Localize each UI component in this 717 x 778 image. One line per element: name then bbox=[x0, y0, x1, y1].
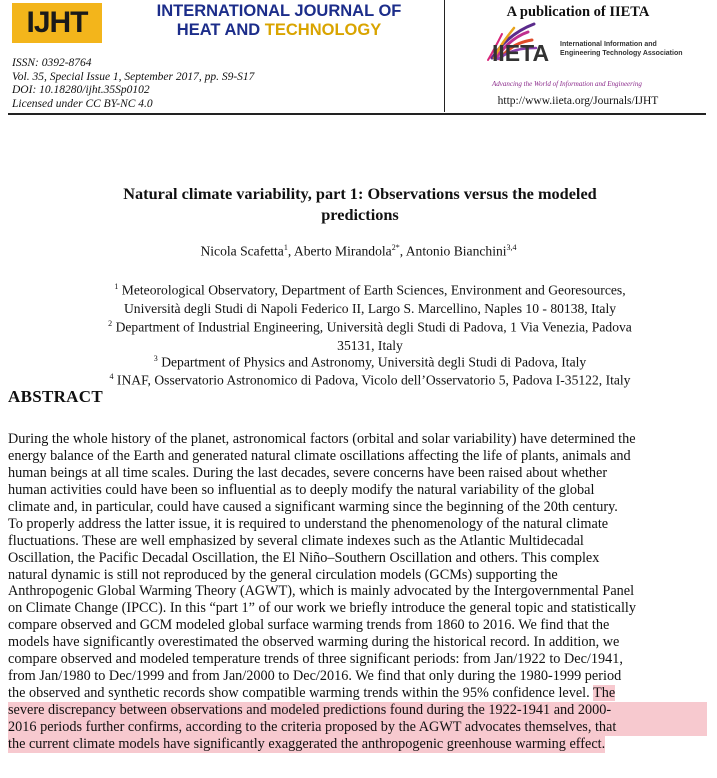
affiliation-1-line2: Università degli Studi di Napoli Federico II, Largo S. Marcellino, Naples 10 - 80138, Italy bbox=[123, 301, 617, 317]
affiliation-4 bbox=[80, 368, 660, 390]
journal-title-line1: INTERNATIONAL JOURNAL OF bbox=[156, 2, 402, 20]
abstract-line: human activities could have been so influential as to deeply modify the natural variability of the global bbox=[8, 481, 595, 498]
abstract-line: compare observed and modeled temperature trends of three significant periods: from Jan/1922 to Dec/1941, bbox=[8, 651, 623, 668]
paper-title-line1: Natural climate variability, part 1: Observations versus the modeled bbox=[123, 184, 597, 203]
affiliation-2-line1 bbox=[80, 315, 660, 337]
header-bottom-rule bbox=[8, 113, 706, 115]
abstract-line: natural dynamic is still not reproduced by the general circulation models (GCMs) supporting the bbox=[8, 566, 558, 583]
author-separator: , bbox=[287, 243, 294, 259]
abstract-highlight-line: the current climate models have significantly exaggerated the anthropogenic greenhouse warming effect. bbox=[8, 735, 606, 752]
author-affiliation-mark: 3,4 bbox=[506, 243, 517, 252]
abstract-line: human beings at all time scales. During the last decades, severe concerns have been raised about whether bbox=[8, 464, 608, 481]
abstract-line: To properly address the latter issue, it is required to understand the phenomenology of the natural climate bbox=[8, 515, 609, 532]
affiliation-text: INAF, Osservatorio Astronomico di Padova, Vicolo dell’Osservatorio 5, Padova I-35122, Italy bbox=[113, 372, 631, 388]
journal-title-and: AND bbox=[220, 21, 265, 39]
paper-title bbox=[100, 183, 620, 225]
volume-info: Vol. 35, Special Issue 1, September 2017, pp. S9-S17 bbox=[12, 70, 255, 83]
iieta-logo-text: IIETA bbox=[492, 40, 550, 66]
paper-title-line2: predictions bbox=[321, 205, 399, 224]
publisher-block bbox=[448, 0, 708, 112]
abstract-body bbox=[8, 431, 707, 758]
author-list bbox=[0, 243, 717, 260]
iieta-name-line1: International Information and bbox=[560, 41, 657, 48]
affiliation-mark: 4 bbox=[109, 372, 114, 381]
journal-title-technology: TECHNOLOGY bbox=[264, 21, 382, 39]
doi: DOI: 10.18280/ijht.35Sp0102 bbox=[12, 84, 150, 97]
journal-header bbox=[8, 0, 708, 118]
affiliation-2-line2: 35131, Italy bbox=[337, 338, 403, 354]
abstract-line-mixed bbox=[8, 685, 707, 702]
abstract-line: climate and, in particular, could have caused a significant warming since the beginning of the 20th century. bbox=[8, 498, 618, 515]
author-name: Nicola Scafetta bbox=[200, 243, 284, 259]
abstract-line: models have significantly overestimated the observed warming during the historical record. In addition, we bbox=[8, 634, 620, 651]
iieta-name-line2: Engineering Technology Association bbox=[560, 49, 683, 57]
ijht-logo bbox=[12, 3, 102, 43]
affiliation-1 bbox=[80, 278, 660, 319]
abstract-highlight: The bbox=[593, 685, 616, 702]
abstract-highlight-line: severe discrepancy between observations and modeled predictions found during the 1922-1941 and 2000- bbox=[8, 702, 707, 719]
affiliation-text: Department of Industrial Engineering, Università degli Studi di Padova, 1 Via Venezia, Padova bbox=[112, 319, 632, 335]
abstract-line-plain-part: the observed and synthetic records show compatible warming trends within the 95% confidence level. bbox=[8, 685, 594, 702]
affiliation-mark: 1 bbox=[114, 282, 119, 291]
issue-metadata bbox=[12, 57, 254, 111]
affiliation-text: Meteorological Observatory, Department of Earth Sciences, Environment and Georesources, bbox=[118, 282, 626, 298]
affiliation-4-line1 bbox=[80, 368, 660, 390]
issn: ISSN: 0392-8764 bbox=[12, 57, 92, 69]
affiliation-mark: 2 bbox=[108, 319, 113, 328]
iieta-full-name bbox=[560, 41, 683, 58]
abstract-line: on Climate Change (IPCC). In this “part 1” of our work we briefly introduce the general topic and statistically bbox=[8, 600, 637, 617]
abstract-highlight-line: 2016 periods further confirms, according to the criteria proposed by the AGWT advocates themselves, that bbox=[8, 719, 707, 736]
abstract-line: from Jan/1980 to Dec/1999 and from Jan/2000 to Dec/2016. We find that only during the 1980-1999 period bbox=[8, 668, 622, 685]
affiliation-1-line1 bbox=[80, 278, 660, 300]
abstract-line: compare observed and GCM modeled global surface warming trends from 1860 to 2016. We find that the bbox=[8, 617, 610, 634]
journal-title-heat: HEAT bbox=[176, 21, 221, 39]
journal-title-line2 bbox=[114, 21, 444, 40]
abstract-line: energy balance of the Earth and generated natural climate oscillations affecting the life of plants, animals and bbox=[8, 447, 631, 464]
journal-url[interactable]: http://www.iieta.org/Journals/IJHT bbox=[497, 95, 659, 107]
abstract-line: Anthropogenic Global Warming Theory (AGWT), which is mainly advocated by the Intergovernmental Panel bbox=[8, 583, 635, 600]
journal-title bbox=[114, 2, 444, 40]
author-name: Antonio Bianchini bbox=[405, 243, 507, 259]
header-divider bbox=[444, 0, 445, 112]
author-name: Aberto Mirandola bbox=[293, 243, 392, 259]
iieta-tagline: Advancing the World of Information and Engineering bbox=[492, 80, 642, 88]
publication-of: A publication of IIETA bbox=[506, 4, 650, 20]
author-affiliation-mark: 1 bbox=[283, 243, 288, 252]
abstract-line: During the whole history of the planet, astronomical factors (orbital and solar variability) have determined the bbox=[8, 431, 636, 447]
ijht-logo-text: IJHT bbox=[26, 6, 88, 39]
license: Licensed under CC BY-NC 4.0 bbox=[12, 97, 153, 110]
author-separator: , bbox=[399, 243, 406, 259]
abstract-line: Oscillation, the Pacific Decadal Oscillation, the El Niño–Southern Oscillation and others. This complex bbox=[8, 549, 600, 566]
author-affiliation-mark: 2* bbox=[391, 243, 400, 252]
abstract-line: fluctuations. These are well emphasized by several climate indexes such as the Atlantic Multidecadal bbox=[8, 532, 584, 549]
affiliation-mark: 3 bbox=[153, 354, 158, 363]
abstract-heading: ABSTRACT bbox=[8, 387, 103, 406]
affiliation-text: Department of Physics and Astronomy, Università degli Studi di Padova, Italy bbox=[157, 354, 587, 370]
